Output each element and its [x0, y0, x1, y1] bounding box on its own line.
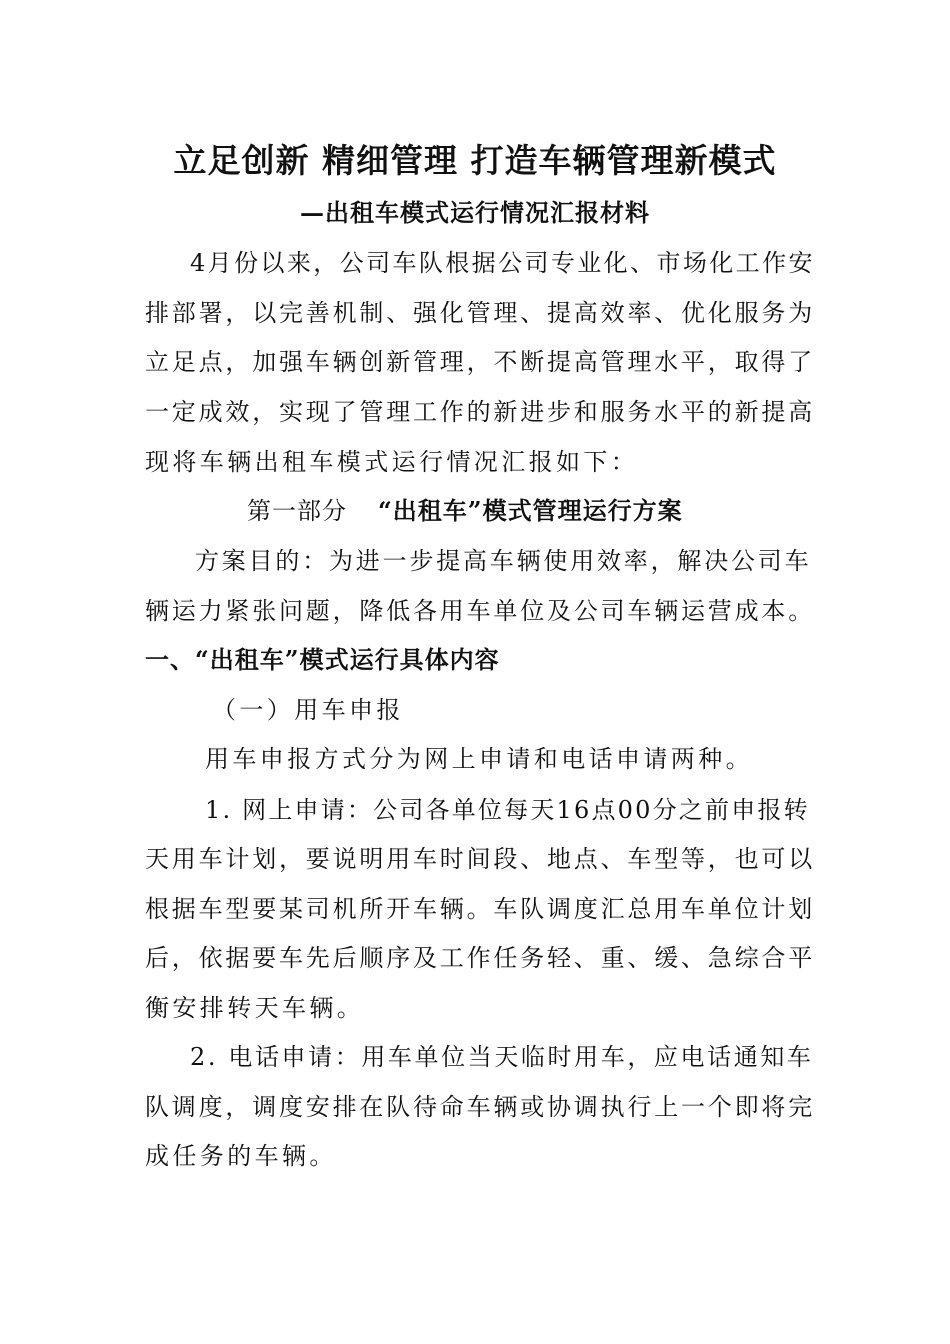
intro-line-3: 立足点，加强车辆创新管理，不断提高管理水平，取得了	[145, 348, 815, 376]
item2-line-3: 成任务的车辆。	[145, 1142, 337, 1170]
item1-line-4: 后，依据要车先后顺序及工作任务轻、重、缓、急综合平	[145, 944, 815, 972]
intro-line-2: 排部署，以完善机制、强化管理、提高效率、优化服务为	[145, 299, 815, 327]
intro-line-1: 4月份以来，公司车队根据公司专业化、市场化工作安	[190, 249, 815, 277]
part1-label: 第一部分	[247, 497, 347, 525]
purpose-line-2: 辆运力紧张问题，降低各用车单位及公司车辆运营成本。	[145, 597, 815, 625]
section1-heading: 一、“出租车”模式运行具体内容	[145, 645, 500, 674]
purpose-line-1: 方案目的：为进一步提高车辆使用效率，解决公司车	[195, 547, 812, 575]
document-subtitle: —出租车模式运行情况汇报材料	[300, 198, 650, 227]
section1-sub1-text: 用车申报方式分为网上申请和电话申请两种。	[205, 745, 753, 773]
document-title: 立足创新 精细管理 打造车辆管理新模式	[173, 141, 777, 180]
intro-line-5: 现将车辆出租车模式运行情况汇报如下：	[145, 448, 639, 476]
section1-sub1: （一）用车申报	[212, 696, 404, 724]
intro-line-4: 一定成效，实现了管理工作的新进步和服务水平的新提高	[145, 398, 815, 426]
item1-line-1: 1. 网上申请：公司各单位每天16点00分之前申报转	[205, 796, 810, 824]
item1-line-3: 根据车型要某司机所开车辆。车队调度汇总用车单位计划	[145, 895, 815, 923]
part1-title: “出租车”模式管理运行方案	[378, 496, 683, 525]
item2-line-1: 2. 电话申请：用车单位当天临时用车，应电话通知车	[190, 1043, 814, 1071]
item1-line-2: 天用车计划，要说明用车时间段、地点、车型等，也可以	[145, 845, 815, 873]
item2-line-2: 队调度，调度安排在队待命车辆或协调执行上一个即将完	[145, 1093, 815, 1121]
item1-line-5: 衡安排转天车辆。	[145, 994, 365, 1022]
